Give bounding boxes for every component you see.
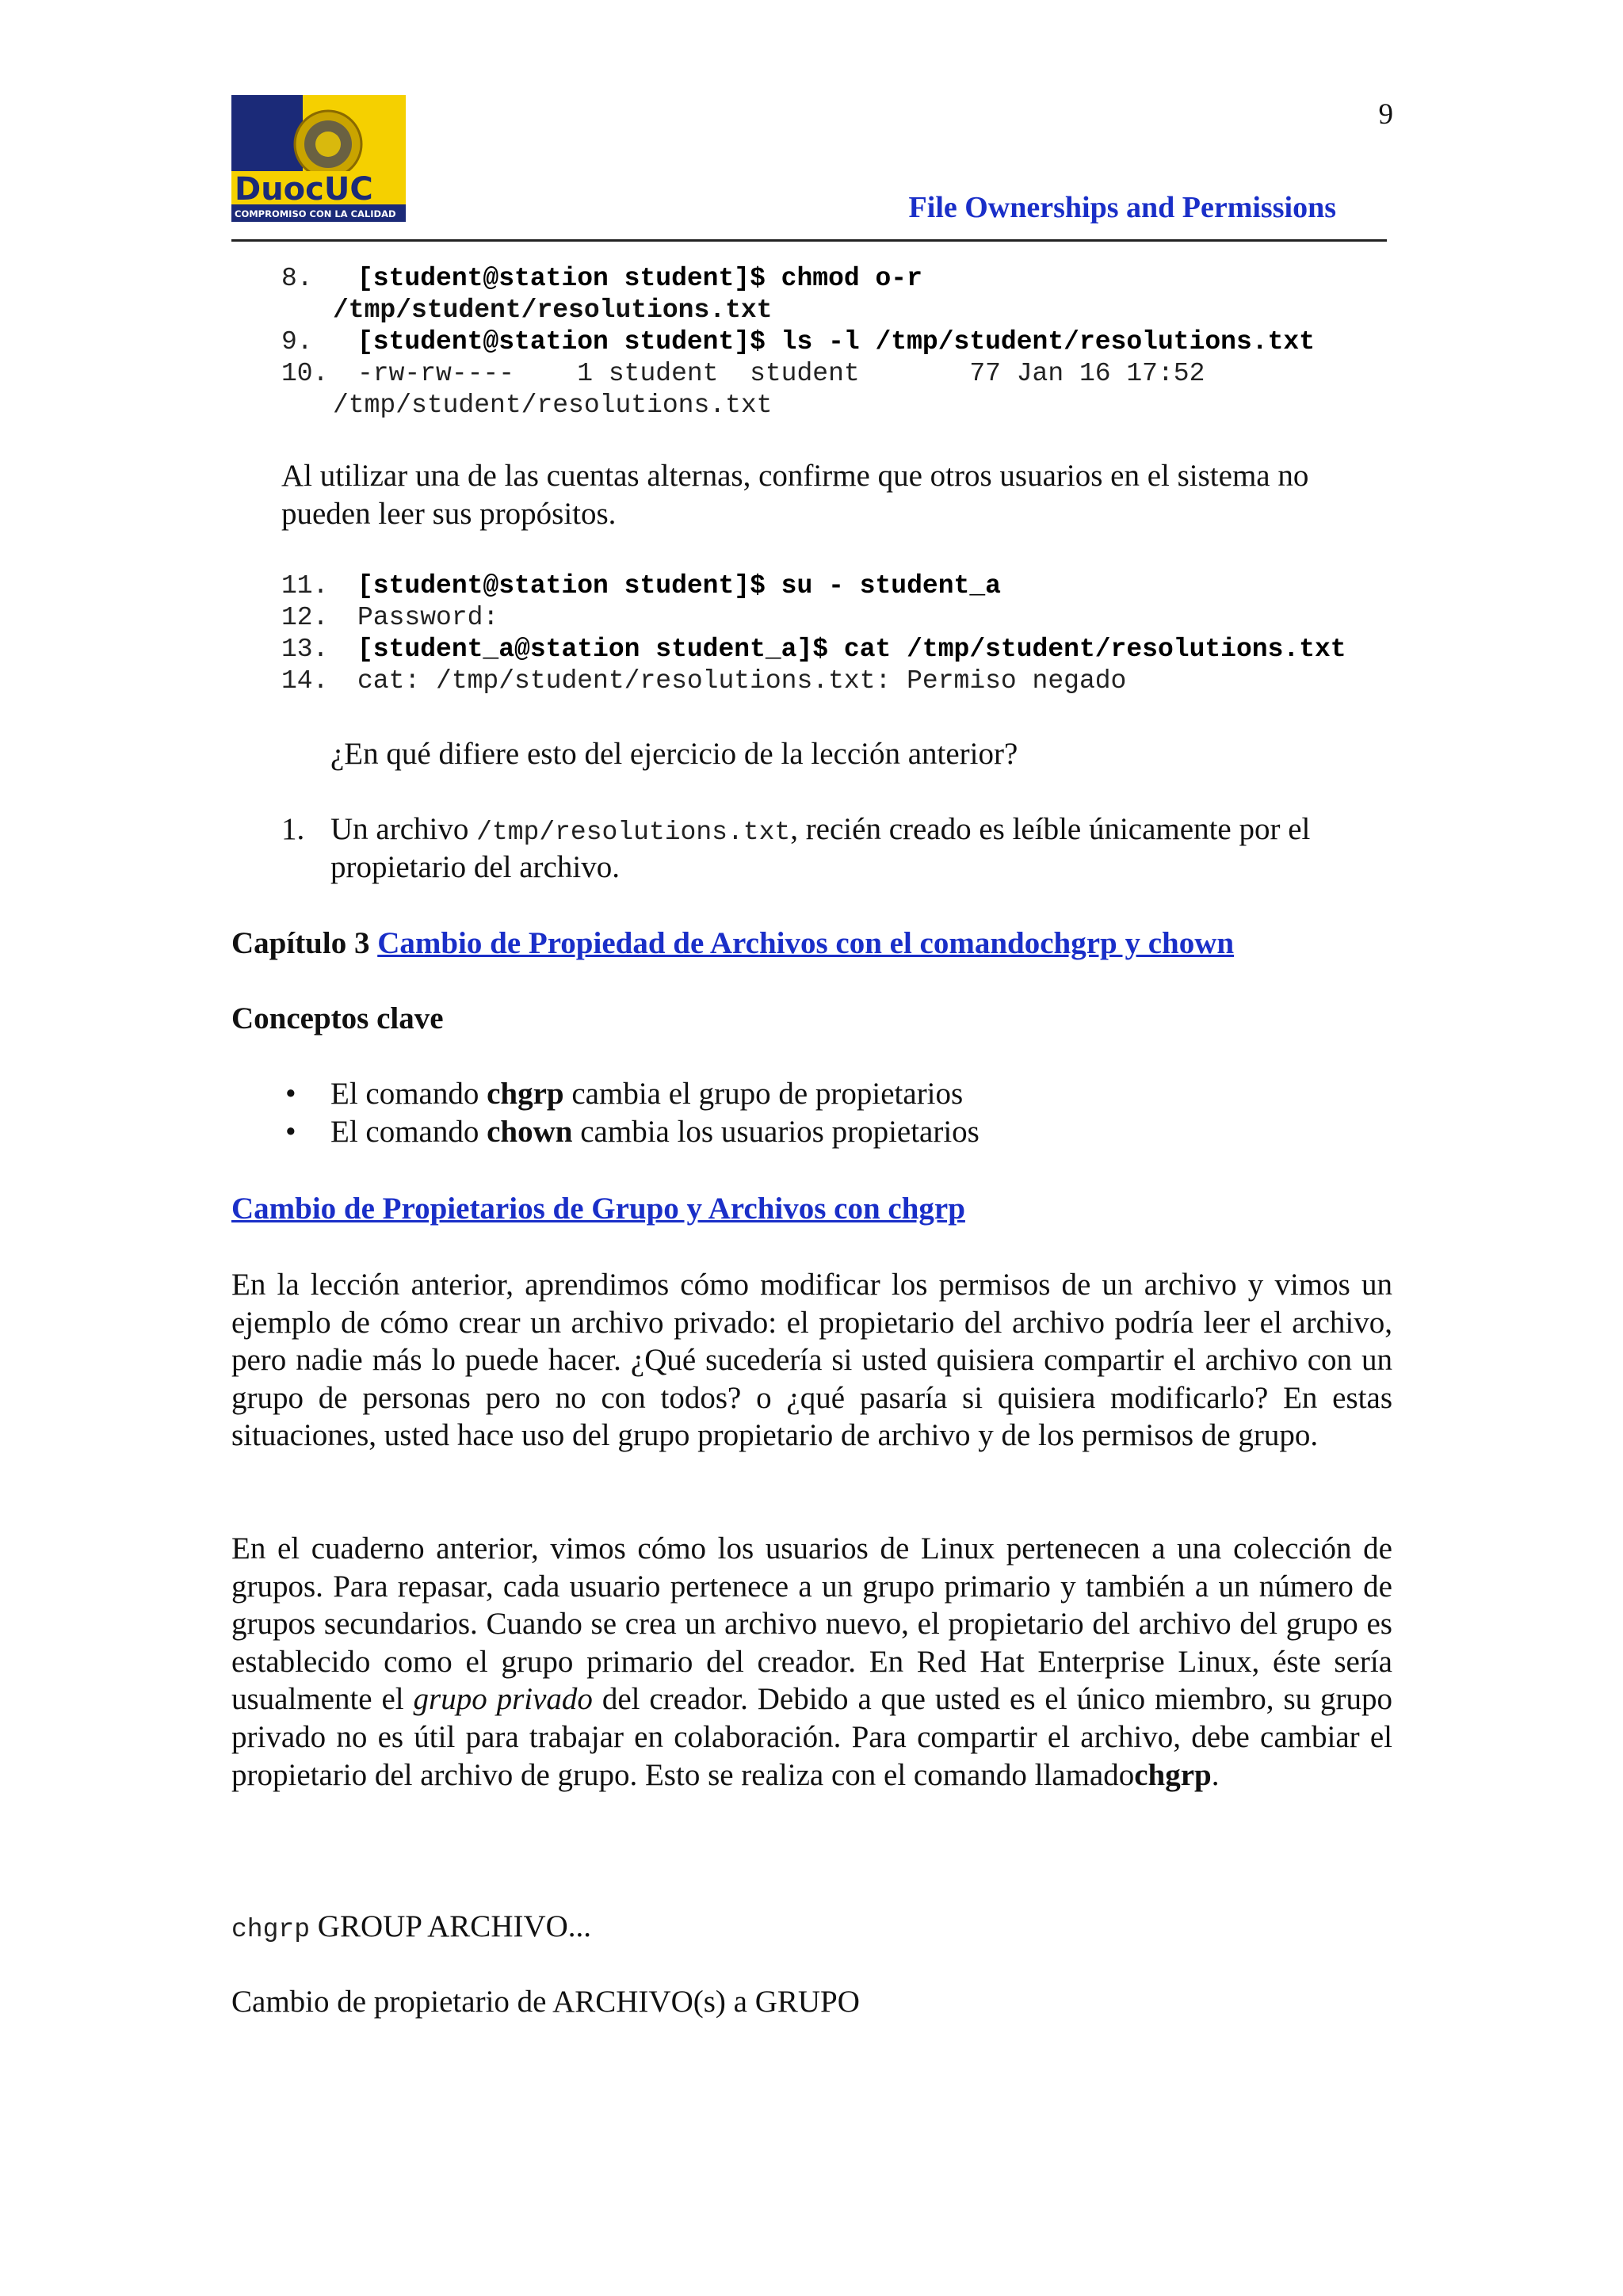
answer-line-2: propietario del archivo. [330, 850, 620, 884]
paragraph-2-a: En el cuaderno anterior, vimos cómo los usuarios de Linux pertenecen a una colección de grupos. Para repasar, cada usuario pertenece a un grupo primario y también a un número de grupos secundarios. Cuando se crea un archivo nuevo, el propietario del archivo del grupo es establecido como el grupo primario del creador. En Red Hat Enterprise Linux, éste sería usualmente el [231, 1531, 1392, 1717]
svg-text:DuocUC: DuocUC [235, 171, 373, 208]
code-continuation: /tmp/student/resolutions.txt [333, 391, 773, 420]
code-text: [student@station student]$ su - student_a [357, 571, 1001, 601]
concept-pre: El comando [330, 1115, 479, 1149]
code-text: [student@station student]$ chmod o-r [357, 264, 922, 293]
duocuc-logo [231, 95, 406, 222]
paragraph-2-c: . [1211, 1757, 1220, 1792]
code-text: [student@station student]$ ls -l /tmp/student/resolutions.txt [357, 327, 1315, 357]
code-line-11 [281, 570, 1001, 602]
paragraph-1: En la lección anterior, aprendimos cómo modificar los permisos de un archivo y vimos un ejemplo de cómo crear un archivo privado: el propietario del archivo podría leer el archivo, pero nadie más lo puede hacer. ¿Qué sucedería si usted quisiera compartir el archivo con un grupo de personas pero no con todos? o ¿qué pasaría si quisiera modificarlo? En estas situaciones, usted hace uso del grupo propietario de archivo y de los permisos de grupo. [231, 1268, 1392, 1453]
header-title: File Ownerships and Permissions [908, 191, 1336, 224]
code-line-10 [281, 358, 1205, 390]
concept-item [330, 1114, 980, 1150]
chapter-heading [231, 925, 1234, 963]
concepts-heading: Conceptos clave [231, 1001, 444, 1035]
code-line-12 [281, 602, 498, 634]
line-number: 10. [281, 359, 329, 388]
code-text: Password: [357, 603, 499, 632]
syntax-line [231, 1908, 591, 1949]
chapter-label: Capítulo 3 [231, 926, 370, 960]
syntax-cmd: chgrp [231, 1915, 311, 1944]
concept-post: cambia el grupo de propietarios [571, 1077, 964, 1111]
paragraph-2 [231, 1530, 1392, 1794]
paragraph-2-b: del creador. Debido a que usted es el único miembro, su grupo privado no es útil para trabajar en colaboración. Para compartir el archivo, debe cambiar el propietario del archivo de grupo. Esto se realiza con el comando llamado [231, 1682, 1392, 1792]
line-number: 8. [281, 264, 313, 293]
syntax-description: Cambio de propietario de ARCHIVO(s) a GRUPO [231, 1985, 860, 2019]
section-link[interactable]: Cambio de Propietarios de Grupo y Archivos con chgrp [231, 1192, 965, 1226]
line-number: 9. [281, 327, 313, 357]
concept-pre: El comando [330, 1077, 479, 1111]
chapter-link[interactable]: Cambio de Propiedad de Archivos con el comandochgrp y chown [377, 926, 1235, 960]
paragraph-confirm: Al utilizar una de las cuentas alternas, confirme que otros usuarios en el sistema no pueden leer sus propósitos. [281, 459, 1309, 531]
code-line-8 [281, 263, 922, 295]
header-rule [231, 239, 1387, 242]
concept-cmd: chgrp [487, 1077, 564, 1111]
line-number: 12. [281, 603, 329, 632]
concept-post: cambia los usuarios propietarios [580, 1115, 980, 1149]
paragraph-2-italic: grupo privado [413, 1682, 593, 1717]
answer-code: /tmp/resolutions.txt [476, 818, 791, 847]
bullet-icon: • [285, 1115, 296, 1149]
concept-item [330, 1076, 963, 1112]
answer-pre: Un archivo [330, 812, 469, 846]
code-text: cat: /tmp/student/resolutions.txt: Permiso negado [357, 666, 1127, 696]
code-line-9 [281, 326, 1315, 358]
concept-cmd: chown [487, 1115, 573, 1149]
code-continuation: /tmp/student/resolutions.txt [333, 296, 773, 325]
code-text: -rw-rw---- 1 student student 77 Jan 16 17:52 [357, 359, 1205, 388]
answer-number: 1. [281, 812, 305, 846]
syntax-args: GROUP ARCHIVO... [310, 1909, 592, 1943]
page-number: 9 [1378, 98, 1393, 131]
svg-text:COMPROMISO CON LA CALIDAD: COMPROMISO CON LA CALIDAD [235, 208, 396, 219]
code-text: [student_a@station student_a]$ cat /tmp/student/resolutions.txt [357, 635, 1346, 664]
paragraph-2-bold: chgrp [1134, 1757, 1212, 1792]
code-line-13 [281, 634, 1346, 666]
code-line-14 [281, 666, 1126, 697]
question-text: ¿En qué difiere esto del ejercicio de la lección anterior? [330, 737, 1018, 771]
line-number: 11. [281, 571, 329, 601]
answer-line-1 [330, 810, 1310, 852]
line-number: 13. [281, 635, 329, 664]
answer-post: , recién creado es leíble únicamente por el [790, 812, 1311, 846]
line-number: 14. [281, 666, 329, 696]
bullet-icon: • [285, 1077, 296, 1111]
